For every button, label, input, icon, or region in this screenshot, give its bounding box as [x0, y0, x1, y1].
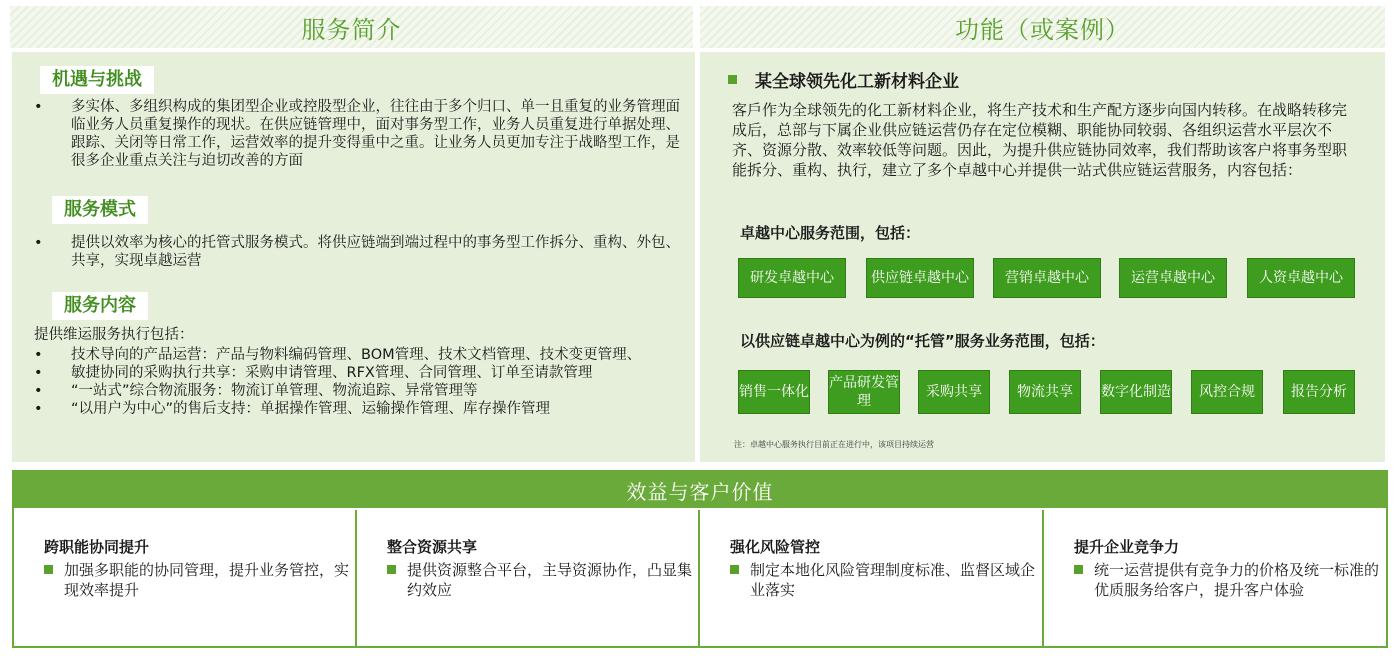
mode-tag: 服务模式	[52, 196, 148, 224]
benefit-text: 提供资源整合平台，主导资源协作，凸显集约效应	[407, 561, 693, 599]
function-title: 功能（或案例）	[955, 15, 1130, 44]
list-item: • “一站式”综合物流服务：物流订单管理、物流追踪、异常管理等	[34, 382, 694, 400]
benefit-item	[1074, 560, 1384, 600]
list-item: • 多实体、多组织构成的集团型企业或控股型企业，往往由于多个归口、单一且重复的业务管理面临业务人员重复操作的现状。在供应链管理中，面对事务型工作，业务人员重复进行单据处理、跟踪、关闭等日常工作，运营效率的提升变得重中之重。让业务人员更加专注于战略型工作，是很多企业重点关注与迫切改善的方面	[34, 98, 694, 170]
benefit-item	[387, 560, 697, 600]
benefit-column	[1042, 510, 1386, 646]
service-intro-header	[10, 6, 693, 48]
center-box: 供应链卓越中心	[866, 258, 974, 298]
center-box: 研发卓越中心	[738, 258, 846, 298]
list-item: • 提供以效率为核心的托管式服务模式。将供应链端到端过程中的事务型工作拆分、重构、外包、共享，实现卓越运营	[34, 234, 694, 270]
function-header	[700, 6, 1385, 48]
benefit-item	[730, 560, 1040, 600]
benefit-section	[12, 470, 1388, 648]
case-title: 某全球领先化工新材料企业	[755, 72, 959, 92]
center-box: 营销卓越中心	[993, 258, 1101, 298]
case-title-row	[728, 67, 959, 92]
benefit-column-title: 整合资源共享	[387, 538, 478, 556]
content-list	[34, 346, 694, 418]
opportunity-list	[34, 98, 694, 170]
scope-box: 报告分析	[1283, 370, 1355, 414]
benefit-text: 统一运营提供有竞争力的价格及统一标准的优质服务给客户，提升客户体验	[1094, 561, 1380, 599]
benefit-column-title: 跨职能协同提升	[44, 538, 150, 556]
benefit-header	[14, 472, 1386, 508]
case-panel	[700, 52, 1385, 462]
service-intro-panel	[12, 52, 695, 462]
list-item: • “以用户为中心”的售后支持：单据操作管理、运输操作管理、库存操作管理	[34, 400, 694, 418]
content-lead: 提供维运服务执行包括：	[34, 327, 194, 343]
benefit-item	[44, 560, 354, 600]
square-bullet-icon	[728, 75, 737, 84]
benefit-column	[355, 510, 695, 646]
mode-list	[34, 234, 694, 270]
benefit-column	[14, 510, 354, 646]
benefit-column-title: 强化风险管控	[730, 538, 821, 556]
scope-box: 采购共享	[918, 370, 990, 414]
square-bullet-icon	[387, 565, 396, 574]
benefit-text: 加强多职能的协同管理，提升业务管控，实现效率提升	[64, 561, 350, 599]
scope-label: 以供应链卓越中心为例的“托管”服务业务范围，包括：	[740, 332, 1105, 350]
scope-box: 风控合规	[1191, 370, 1263, 414]
benefit-text: 制定本地化风险管理制度标准、监督区域企业落实	[750, 561, 1036, 599]
centers-label: 卓越中心服务范围，包括：	[740, 224, 921, 242]
scope-box: 销售一体化	[738, 370, 810, 414]
square-bullet-icon	[44, 565, 53, 574]
benefit-title: 效益与客户价值	[626, 479, 774, 504]
case-note: 注：卓越中心服务执行目前正在进行中，该项目持续运营	[734, 440, 934, 449]
square-bullet-icon	[730, 565, 739, 574]
content-tag: 服务内容	[52, 292, 148, 320]
case-description: 客戶作为全球领先的化工新材料企业，将生产技术和生产配方逐步向国内转移。在战略转移完成后，总部与下属企业供应链运营仍存在定位模糊、职能协同较弱、各组织运营水平层次不齐、资源分散、效率较低等问题。因此，为提升供应链协同效率，我们帮助该客户将事务型职能拆分、重构、执行，建立了多个卓越中心并提供一站式供应链运营服务，内容包括：	[732, 101, 1348, 179]
scope-box: 产品研发管理	[828, 370, 900, 414]
center-box: 运营卓越中心	[1119, 258, 1227, 298]
opportunity-tag: 机遇与挑战	[40, 66, 154, 94]
list-item: • 敏捷协同的采购执行共享：采购申请管理、RFX管理、合同管理、订单至请款管理	[34, 364, 694, 382]
list-item: • 技术导向的产品运营：产品与物料编码管理、BOM管理、技术文档管理、技术变更管理、	[34, 346, 694, 364]
square-bullet-icon	[1074, 565, 1083, 574]
scope-box: 数字化制造	[1100, 370, 1172, 414]
benefit-column	[698, 510, 1038, 646]
scope-box: 物流共享	[1009, 370, 1081, 414]
benefit-column-title: 提升企业竞争力	[1074, 538, 1180, 556]
service-intro-title: 服务简介	[301, 15, 402, 44]
center-box: 人资卓越中心	[1247, 258, 1355, 298]
